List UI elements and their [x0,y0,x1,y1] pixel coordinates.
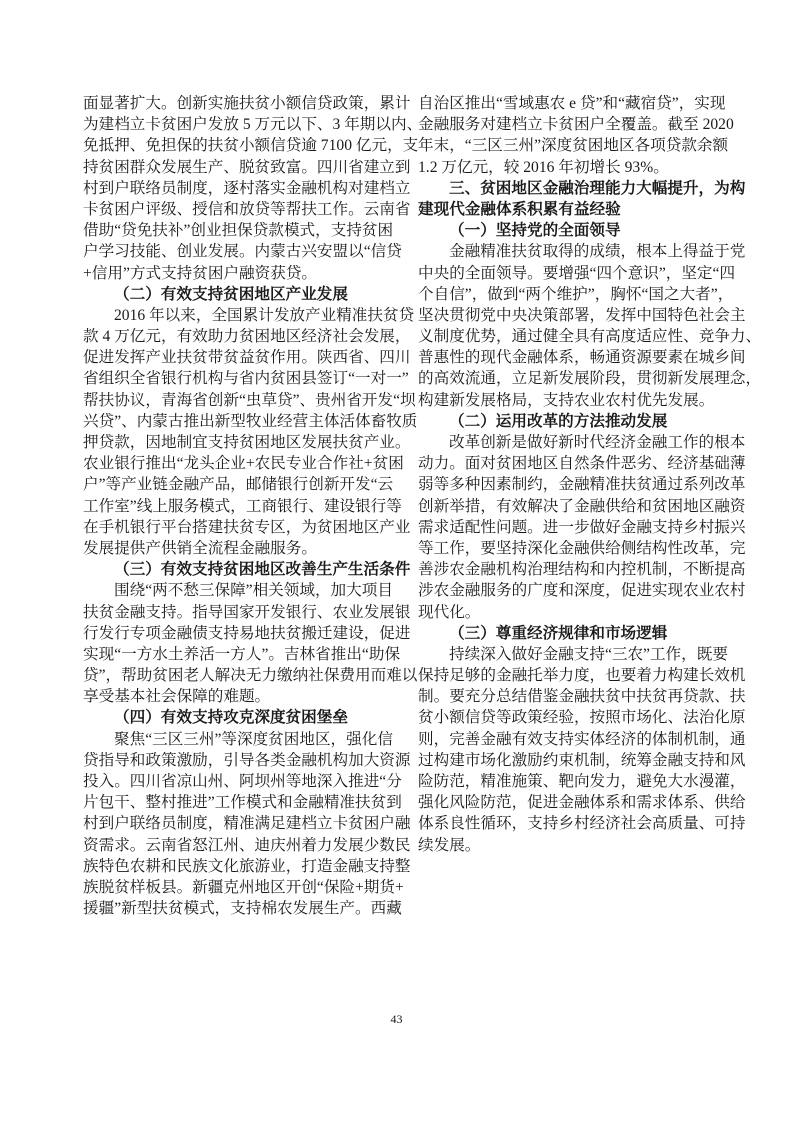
text-line: 保持足够的金融托举力度，也要着力构建长效机 [418,667,746,685]
text-line: 义制度优势，通过健全具有高度适应性、竞争力、 [418,328,762,346]
subheading [83,707,381,728]
text-line: 持续深入做好金融支持“三农”工作，既要 [449,645,728,663]
heading-line: （一）坚持党的全面领导 [449,222,621,240]
text-line: 创新举措，有效解决了金融供给和贫困地区融资 [418,497,746,515]
heading-line: 三、贫困地区金融治理能力大幅提升，为构 [449,179,746,197]
text-line: 动力。面对贫困地区自然条件恶劣、经济基础薄 [418,455,746,473]
text-line: 金融精准扶贫取得的成绩，根本上得益于党 [449,243,746,261]
text-line: 资需求。云南省怒江州、迪庆州着力发展少数民 [83,836,411,854]
text-line: 则，完善金融有效支持实体经济的体制机制，通 [418,730,746,748]
body-paragraph [418,93,734,178]
text-line: 款 4 万亿元，有效助力贫困地区经济社会发展， [83,328,411,346]
heading-line: （四）有效支持攻克深度贫困堡垒 [114,709,348,727]
text-line: 援疆”新型扶贫模式，支持棉农发展生产。西藏 [83,900,402,918]
text-line: 面显著扩大。创新实施扶贫小额信贷政策，累计 [83,95,411,112]
text-line: 贫小额信贷等政策经验，按照市场化、法治化原 [418,709,746,727]
text-line: 自治区推出“雪域惠农 e 贷”和“藏宿贷”，实现 [418,95,726,112]
text-line: 过构建市场化激励约束机制，统筹金融支持和风 [418,751,746,769]
text-line: 体系良性循环，支持乡村经济社会高质量、可持 [418,815,746,833]
text-line: 兴贷”、内蒙古推出新型牧业经营主体活体畜牧质 [83,412,418,430]
text-line: 工作室”线上服务模式，工商银行、建设银行等 [83,497,402,515]
text-line: 2016 年以来，全国累计发放产业精准扶贫贷 [114,306,415,324]
text-line: 构建新发展格局，支持农业农村优先发展。 [418,391,715,409]
text-line: 借助“贷免扶补”创业担保贷款模式，支持贫困 [83,222,394,240]
text-line: 金融服务对建档立卡贫困户全覆盖。截至 2020 [418,116,734,134]
body-paragraph [418,432,746,623]
text-line: 投入。四川省凉山州、阿坝州等地深入推进“分 [83,773,402,790]
page-number: 43 [390,1012,403,1026]
text-line: 卡贫困户评级、授信和放贷等帮扶工作。云南省 [83,200,411,218]
text-line: 续发展。 [418,836,481,854]
text-line: 需求适配性问题。进一步做好金融支持乡村振兴 [418,518,746,536]
text-line: 押贷款，因地制宜支持贫困地区发展扶贫产业。 [83,434,411,451]
body-paragraph [83,580,418,707]
text-line: 省组织全省银行机构与省内贫困县签订“一对一” [83,370,409,388]
body-paragraph [83,305,418,559]
text-line: 持贫困群众发展生产、脱贫致富。四川省建立到 [83,158,411,176]
subheading [418,411,716,432]
text-line: 为建档立卡贫困户发放 5 万元以下、3 年期以内、 [83,116,423,134]
text-line: 户”等产业链金融产品，邮储银行创新开发“云 [83,476,394,494]
text-line: 发展提供产供销全流程金融服务。 [83,539,317,557]
text-line: 涉农金融服务的广度和深度，促进实现农业农村 [418,582,746,600]
text-line: 中央的全面领导。要增强“四个意识”，坚定“四 [418,264,736,282]
text-line: 在手机银行平台搭建扶贫专区，为贫困地区产业 [83,518,411,536]
text-line: 村到户联络员制度，逐村落实金融机构对建档立 [83,179,411,197]
body-paragraph [418,644,746,856]
text-line: 村到户联络员制度，精准满足建档立卡贫困户融 [83,815,411,833]
text-line: 促进发挥产业扶贫带贫益贫作用。陕西省、四川 [83,349,411,367]
text-line: 坚决贯彻党中央决策部署，发挥中国特色社会主 [418,306,746,324]
text-line: 户学习技能、创业发展。内蒙古兴安盟以“信贷 [83,243,402,261]
subheading [83,284,381,305]
heading-line: （三）尊重经济规律和市场逻辑 [449,624,668,642]
text-line: 现代化。 [418,603,481,621]
right-column [418,93,762,856]
text-line: 贷指导和政策激励，引导各类金融机构加大资源 [83,751,411,769]
text-line: 享受基本社会保障的难题。 [83,688,271,706]
body-paragraph [83,729,411,920]
text-line: 改革创新是做好新时代经济金融工作的根本 [449,434,746,451]
text-line: 贷”，帮助贫困老人解决无力缴纳社保费用而难以 [83,667,418,685]
text-line: 的高效流通，立足新发展阶段，贯彻新发展理念， [418,370,762,388]
heading-line: （三）有效支持贫困地区改善生产生活条件 [114,561,411,579]
text-line: 实现“一方水土养活一方人”。吉林省推出“助保 [83,645,401,663]
body-paragraph [418,241,762,411]
text-line: 扶贫金融支持。指导国家开发银行、农业发展银 [83,603,411,621]
subheading [418,220,716,241]
heading-line: 建现代金融体系积累有益经验 [418,200,621,218]
text-line: 行发行专项金融债支持易地扶贫搬迁建设，促进 [83,624,411,642]
text-line: 聚焦“三区三州”等深度贫困地区，强化信 [114,730,393,748]
text-line: 族特色农耕和民族文化旅游业，打造金融支持整 [83,857,411,875]
text-line: 险防范，精准施策、靶向发力，避免大水漫灌， [418,773,746,790]
left-column [83,93,423,919]
text-line: 普惠性的现代金融体系，畅通资源要素在城乡间 [418,349,746,367]
section-heading [418,178,746,220]
text-line: 围绕“两不愁三保障”相关领域，加大项目 [114,582,393,600]
subheading [83,559,411,580]
text-line: 个自信”，做到“两个维护”，胸怀“国之大者”， [418,285,734,303]
text-line: 免抵押、免担保的扶贫小额信贷逾 7100 亿元，支 [83,137,419,155]
text-line: 1.2 万亿元，较 2016 年初增长 93%。 [418,158,669,176]
heading-line: （二）运用改革的方法推动发展 [449,412,668,430]
heading-line: （二）有效支持贫困地区产业发展 [114,285,348,303]
subheading [418,623,716,644]
text-line: 强化风险防范，促进金融体系和需求体系、供给 [418,794,746,812]
text-line: 善涉农金融机构治理结构和内控机制，不断提高 [418,561,746,579]
text-line: 弱等多种因素制约，金融精准扶贫通过系列改革 [418,476,746,494]
text-line: 制。要充分总结借鉴金融扶贫中扶贫再贷款、扶 [418,688,746,706]
text-line: 族脱贫样板县。新疆克州地区开创“保险+期货+ [83,878,404,896]
text-line: 帮扶协议，青海省创新“虫草贷”、贵州省开发“坝 [83,391,416,409]
text-line: 等工作，要坚持深化金融供给侧结构性改革，完 [418,539,746,557]
text-line: 农业银行推出“龙头企业+农民专业合作社+贫困 [83,455,404,473]
text-line: +信用”方式支持贫困户融资获贷。 [83,264,318,282]
text-line: 片包干、整村推进”工作模式和金融精准扶贫到 [83,794,402,812]
text-line: 年末，“三区三州”深度贫困地区各项贷款余额 [418,137,729,155]
body-paragraph [83,93,423,284]
